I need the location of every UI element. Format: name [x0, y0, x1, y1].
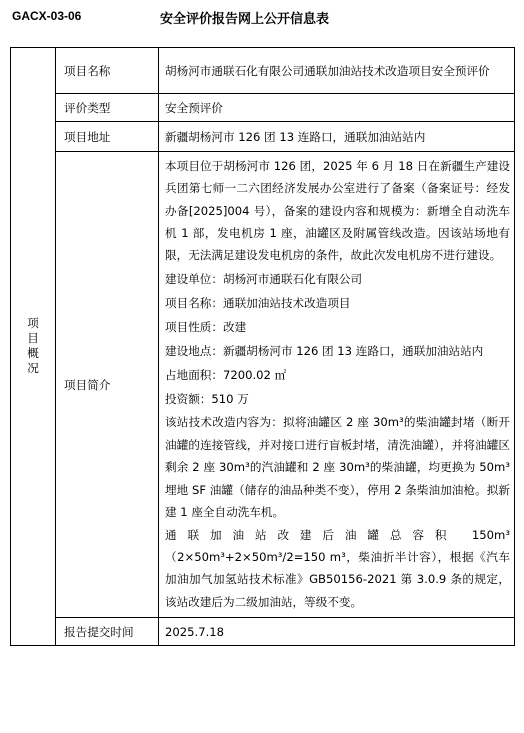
intro-investment: 投资额：510 万 [165, 392, 249, 407]
project-name-label: 项目名称 [56, 48, 159, 94]
document-code: GACX-03-06 [12, 9, 82, 23]
project-name-value: 胡杨河市通联石化有限公司通联加油站技术改造项目安全预评价 [159, 48, 515, 94]
project-intro-content [159, 152, 515, 618]
info-table [10, 47, 515, 646]
intro-project-nature: 项目性质：改建 [165, 320, 247, 335]
table-row-evaluation-type [11, 94, 515, 122]
evaluation-type-label: 评价类型 [56, 94, 159, 122]
intro-project-name: 项目名称：通联加油站技术改造项目 [165, 296, 351, 311]
intro-construction-unit: 建设单位：胡杨河市通联石化有限公司 [165, 272, 363, 287]
table-row-project-name [11, 48, 515, 94]
intro-renovation-content: 该站技术改造内容为：拟将油罐区 2 座 30m³的柴油罐封堵（断开油罐的连接管线，并对接口进行盲板封堵，清洗油罐），并将油罐区剩余 2 座 30m³的汽油罐和 2 座 30m³的柴油罐，均更换为 50m³埋地 SF 油罐（储存的油品种类不变），停用 2 条柴油加油枪。拟新建 1 座全自动洗车机。 [165, 415, 510, 520]
project-address-value: 新疆胡杨河市 126 团 13 连路口，通联加油站站内 [159, 122, 515, 152]
submit-time-label: 报告提交时间 [56, 618, 159, 646]
submit-time-value: 2025.7.18 [159, 618, 515, 646]
table-row-project-address [11, 122, 515, 152]
section-label: 项目概况 [27, 315, 39, 375]
intro-paragraph: 本项目位于胡杨河市 126 团，2025 年 6 月 18 日在新疆生产建设兵团第七师一二六团经济发展办公室进行了备案（备案证号：经发办备[2025]004 号），备案的建设内容和规模为：新增全自动洗车机 1 部，发电机房 1 座，油罐区及附属管线改造。因该站场地有限，无法满足建设发电机房的条件，故此次发电机房不进行建设。 [165, 159, 510, 263]
document-title: 安全评价报告网上公开信息表 [160, 12, 330, 27]
intro-floor-area: 占地面积：7200.02 ㎡ [165, 368, 287, 383]
intro-construction-site: 建设地点：新疆胡杨河市 126 团 13 连路口，通联加油站站内 [165, 344, 484, 359]
table-row-project-intro [11, 152, 515, 618]
project-intro-label: 项目简介 [56, 152, 159, 618]
table-row-submit-time [11, 618, 515, 646]
section-cell [11, 48, 56, 646]
project-address-label: 项目地址 [56, 122, 159, 152]
intro-tank-capacity: 通联加油站改建后油罐总容积 150m³（2×50m³+2×50m³/2=150 m³，柴油折半计容），根据《汽车加油加气加氢站技术标准》GB50156-2021 第 3.0.9 条的规定，该站改建后为二级加油站，等级不变。 [165, 527, 510, 609]
evaluation-type-value: 安全预评价 [159, 94, 515, 122]
